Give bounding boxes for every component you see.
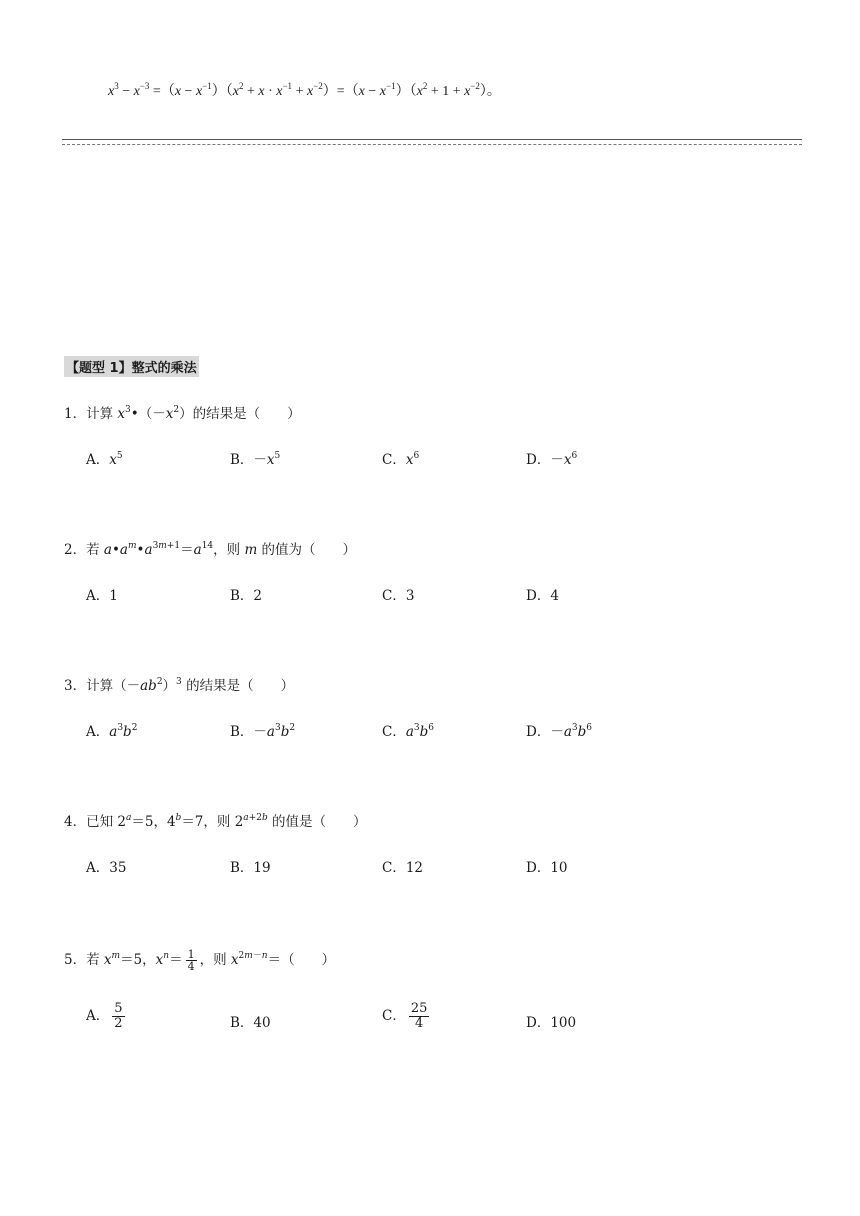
divider-dashed: [62, 144, 802, 145]
intro-formula: $x^3 - x^{-3} =(x - x^{-1})(x^2 + x \cdot x^{-1} + x^{-2})=(x - x^{-1})(x^2 + 1 + x^{-2})$。: [108, 81, 501, 99]
question-5-option-c[interactable]: C． $\frac{25}{4}$: [382, 1001, 428, 1031]
question-2-option-c[interactable]: C．3: [382, 588, 415, 604]
question-1-option-d[interactable]: D．$-x^6$: [526, 451, 578, 468]
question-3-option-c[interactable]: C．$a^3b^6$: [382, 723, 435, 740]
question-5-option-a[interactable]: A． $\frac{5}{2}$: [86, 1001, 123, 1031]
question-5-stem: 5．若 $x^m=5$，$x^n=$ $\frac{1}{4}$ ，则 $x^{2m-n}=$（ ）: [64, 948, 336, 973]
section-title: 【题型 1】整式的乘法: [64, 356, 199, 377]
question-2-option-d[interactable]: D．4: [526, 588, 559, 604]
question-4-option-d[interactable]: D．10: [526, 860, 568, 876]
question-1-option-c[interactable]: C．$x^6$: [382, 451, 420, 468]
divider-solid: [62, 139, 802, 140]
question-3-option-b[interactable]: B．$-a^3b^2$: [230, 723, 296, 740]
question-4-option-b[interactable]: B．19: [230, 860, 271, 876]
question-1-option-b[interactable]: B．$-x^5$: [230, 451, 281, 468]
fraction-five-halves: $\frac{5}{2}$: [114, 1001, 123, 1031]
question-2-option-a[interactable]: A．1: [86, 588, 118, 604]
question-2-option-b[interactable]: B．2: [230, 588, 263, 604]
question-4-option-c[interactable]: C．12: [382, 860, 424, 876]
question-3-option-d[interactable]: D．$-a^3b^6$: [526, 723, 593, 740]
question-3-option-a[interactable]: A．$a^3b^2$: [86, 723, 138, 740]
question-3-stem: 3．计算$(-ab^2)^3$ 的结果是（ ）: [64, 677, 295, 694]
question-5-option-b[interactable]: B．40: [230, 1015, 271, 1031]
question-4-stem: 4．已知 $2^a=5$，$4^b=7$，则 $2^{a+2b}$ 的值是（ ）: [64, 813, 367, 830]
fraction-one-quarter: $\frac{1}{4}$: [187, 948, 195, 973]
question-4-option-a[interactable]: A．35: [86, 860, 127, 876]
question-1-option-a[interactable]: A．$x^5$: [86, 451, 123, 468]
question-5-option-d[interactable]: D．100: [526, 1015, 577, 1031]
question-1-stem: 1．计算 $x^3•(-x^2)$的结果是（ ）: [64, 405, 301, 422]
fraction-twentyfive-quarters: $\frac{25}{4}$: [410, 1001, 428, 1031]
question-2-stem: 2．若 $a•a^m•a^{3m+1}=a^{14}$，则 m 的值为（ ）: [64, 541, 357, 558]
